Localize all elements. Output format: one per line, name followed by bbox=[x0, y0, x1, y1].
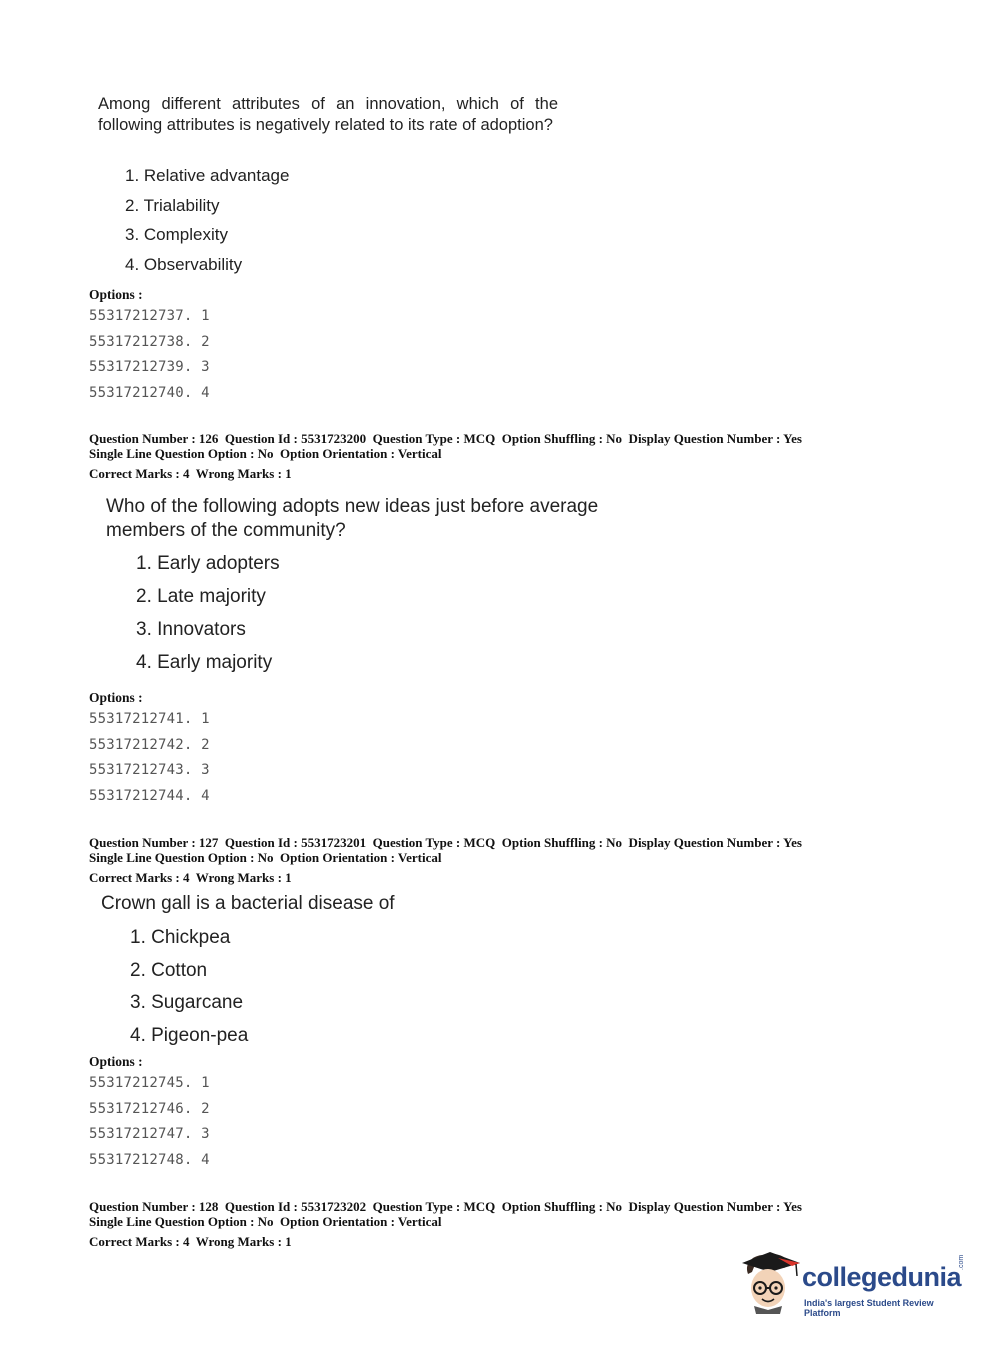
option-code: 55317212739. 3 bbox=[89, 359, 210, 375]
logo-tagline: India's largest Student Review Platform bbox=[804, 1298, 934, 1318]
logo-wordmark: collegedunia bbox=[802, 1262, 962, 1292]
option-code-list bbox=[89, 1072, 210, 1174]
option-code: 55317212737. 1 bbox=[89, 308, 210, 324]
question-meta-line2: Single Line Question Option : No Option Orientation : Vertical bbox=[89, 1214, 442, 1229]
option-code: 55317212747. 3 bbox=[89, 1126, 210, 1142]
option-code: 55317212738. 2 bbox=[89, 333, 210, 350]
options-label: Options : bbox=[89, 690, 143, 705]
option-code-list bbox=[89, 708, 210, 810]
question-meta-line1: Question Number : 127 Question Id : 5531723201 Question Type : MCQ Option Shuffling : No Display Question Number : Yes bbox=[89, 835, 802, 850]
student-mascot-icon bbox=[740, 1250, 802, 1314]
choice-item: 2. Cotton bbox=[130, 959, 208, 981]
choice-item: 4. Observability bbox=[125, 254, 243, 274]
option-code: 55317212741. 1 bbox=[89, 711, 210, 727]
question-marks: Correct Marks : 4 Wrong Marks : 1 bbox=[89, 1234, 292, 1249]
option-code: 55317212742. 2 bbox=[89, 736, 210, 753]
choice-item: 2. Trialability bbox=[125, 195, 220, 215]
choice-item: 3. Innovators bbox=[136, 619, 246, 640]
option-code-list bbox=[89, 305, 210, 407]
question-marks: Correct Marks : 4 Wrong Marks : 1 bbox=[89, 870, 292, 885]
choice-item: 3. Complexity bbox=[125, 225, 228, 244]
options-label: Options : bbox=[89, 1054, 143, 1069]
logo-domain: .com bbox=[958, 1254, 965, 1270]
option-code: 55317212745. 1 bbox=[89, 1075, 210, 1091]
choice-list bbox=[136, 550, 280, 682]
question-text: Who of the following adopts new ideas just before average members of the community? bbox=[106, 496, 599, 541]
choice-list bbox=[130, 924, 248, 1054]
question-text: Among different attributes of an innovation, which of the following attributes is negatively related to its rate of adoption? bbox=[98, 95, 558, 134]
question-meta-line1: Question Number : 128 Question Id : 5531723202 Question Type : MCQ Option Shuffling : No Display Question Number : Yes bbox=[89, 1199, 802, 1214]
choice-item: 1. Chickpea bbox=[130, 927, 231, 948]
option-code: 55317212740. 4 bbox=[89, 384, 210, 401]
choice-item: 2. Late majority bbox=[136, 586, 266, 607]
question-meta-line2: Single Line Question Option : No Option Orientation : Vertical bbox=[89, 850, 442, 865]
option-code: 55317212743. 3 bbox=[89, 762, 210, 778]
options-label: Options : bbox=[89, 287, 143, 302]
option-code: 55317212746. 2 bbox=[89, 1100, 210, 1117]
question-meta-line2: Single Line Question Option : No Option Orientation : Vertical bbox=[89, 446, 442, 461]
question-text: Crown gall is a bacterial disease of bbox=[101, 893, 395, 914]
question-marks: Correct Marks : 4 Wrong Marks : 1 bbox=[89, 466, 292, 481]
question-meta-line1: Question Number : 126 Question Id : 5531723200 Question Type : MCQ Option Shuffling : No Display Question Number : Yes bbox=[89, 431, 802, 446]
option-code: 55317212748. 4 bbox=[89, 1151, 210, 1168]
collegedunia-logo[interactable] bbox=[740, 1248, 970, 1320]
choice-item: 1. Relative advantage bbox=[125, 166, 290, 185]
choice-item: 3. Sugarcane bbox=[130, 992, 244, 1013]
option-code: 55317212744. 4 bbox=[89, 787, 210, 804]
choice-item: 1. Early adopters bbox=[136, 553, 280, 574]
choice-item: 4. Pigeon-pea bbox=[130, 1024, 249, 1046]
choice-list bbox=[125, 163, 289, 281]
choice-item: 4. Early majority bbox=[136, 652, 273, 673]
